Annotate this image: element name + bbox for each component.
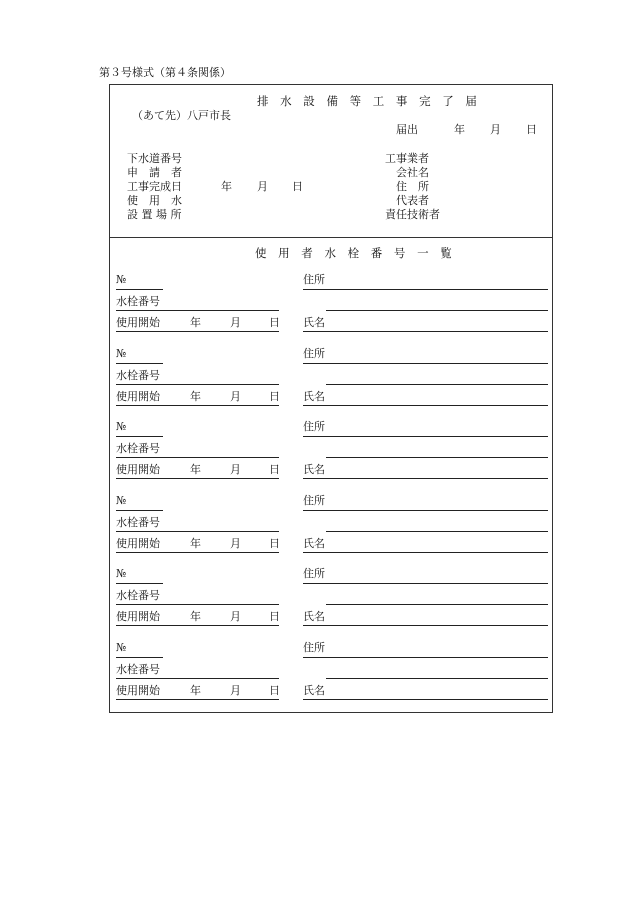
representative-label: 代表者 (396, 194, 429, 207)
contractor-label: 工事業者 (385, 152, 429, 165)
entry-name-line[interactable] (303, 405, 548, 406)
entry-faucet-line[interactable] (116, 531, 279, 532)
entry-start-year: 年 (190, 536, 201, 550)
addressee: （あて先）八戸市長 (132, 109, 231, 122)
entry-address-line[interactable] (303, 289, 548, 290)
entry-name-line[interactable] (303, 552, 548, 553)
entry-start-year: 年 (190, 316, 201, 329)
entry-no-line[interactable] (116, 436, 163, 437)
entry-no-label: № (116, 641, 127, 654)
entry-start-month: 月 (230, 684, 241, 697)
entry-faucet-label: 水栓番号 (116, 295, 160, 308)
engineer-label: 責任技術者 (385, 208, 440, 221)
entry-start-label: 使用開始 (116, 536, 160, 550)
entry-address-line[interactable] (303, 583, 548, 584)
location-label: 設 置 場 所 (127, 208, 182, 221)
entry-name-label: 氏名 (303, 316, 325, 329)
form-title: 排 水 設 備 等 工 事 完 了 届 (257, 94, 481, 108)
entry-no-line[interactable] (116, 289, 163, 290)
submission-year: 年 (454, 123, 465, 136)
entry-no-line[interactable] (116, 657, 163, 658)
entry-start-month: 月 (230, 463, 241, 477)
entry-start-month: 月 (230, 610, 241, 624)
entry-start-month: 月 (230, 536, 241, 550)
entry-address-line[interactable] (303, 657, 548, 658)
submission-month: 月 (490, 123, 501, 136)
submission-day: 日 (526, 123, 537, 136)
completion-year: 年 (221, 180, 232, 193)
entry-name-line[interactable] (303, 331, 548, 332)
entry-address-label: 住所 (303, 420, 325, 434)
submission-label: 届出 (396, 123, 418, 136)
entry-start-year: 年 (190, 389, 201, 403)
entry-start-line[interactable] (116, 331, 279, 332)
form-frame (109, 84, 553, 713)
entry-start-line[interactable] (116, 405, 279, 406)
sewer-number-label: 下水道番号 (127, 152, 182, 165)
entry-address-line[interactable] (303, 510, 548, 511)
entry-start-line[interactable] (116, 552, 279, 553)
entry-name-label: 氏名 (303, 684, 325, 697)
entry-address-line[interactable] (303, 436, 548, 437)
entry-no-line[interactable] (116, 363, 163, 364)
address-label: 住 所 (396, 180, 429, 193)
entry-name-line[interactable] (303, 699, 548, 700)
applicant-label: 申 請 者 (127, 166, 182, 179)
entry-start-day: 日 (269, 610, 280, 624)
entry-name-line[interactable] (303, 625, 548, 626)
entry-start-month: 月 (230, 316, 241, 329)
section-divider (110, 237, 552, 238)
completion-month: 月 (257, 180, 268, 193)
entry-no-line[interactable] (116, 510, 163, 511)
entry-start-label: 使用開始 (116, 316, 160, 329)
entry-start-day: 日 (269, 316, 280, 329)
entry-start-day: 日 (269, 389, 280, 403)
entry-no-label: № (116, 493, 127, 507)
company-label: 会社名 (396, 166, 429, 179)
entry-address-line-2[interactable] (326, 384, 548, 385)
entry-address-label: 住所 (303, 273, 325, 286)
entry-start-day: 日 (269, 536, 280, 550)
completion-date-label: 工事完成日 (127, 180, 182, 193)
entry-name-label: 氏名 (303, 536, 325, 550)
entry-faucet-label: 水栓番号 (116, 442, 160, 456)
form-number-label: 第３号様式（第４条関係） (99, 66, 231, 79)
entry-start-month: 月 (230, 389, 241, 403)
entry-no-label: № (116, 420, 127, 434)
entry-faucet-line[interactable] (116, 678, 279, 679)
entry-address-line-2[interactable] (326, 457, 548, 458)
entry-no-line[interactable] (116, 583, 163, 584)
entry-no-label: № (116, 567, 127, 581)
entry-name-label: 氏名 (303, 389, 325, 403)
entry-address-label: 住所 (303, 346, 325, 360)
entry-faucet-label: 水栓番号 (116, 663, 160, 676)
entry-start-year: 年 (190, 684, 201, 697)
water-use-label: 使 用 水 (127, 194, 182, 207)
entry-faucet-label: 水栓番号 (116, 515, 160, 529)
entry-faucet-label: 水栓番号 (116, 368, 160, 382)
entry-no-label: № (116, 273, 127, 286)
entry-name-label: 氏名 (303, 463, 325, 477)
entry-address-line-2[interactable] (326, 604, 548, 605)
entry-faucet-line[interactable] (116, 384, 279, 385)
entry-start-label: 使用開始 (116, 463, 160, 477)
completion-day: 日 (292, 180, 303, 193)
entry-address-label: 住所 (303, 641, 325, 654)
entry-address-line-2[interactable] (326, 531, 548, 532)
entry-address-label: 住所 (303, 493, 325, 507)
entry-start-label: 使用開始 (116, 684, 160, 697)
entry-faucet-line[interactable] (116, 457, 279, 458)
entry-start-year: 年 (190, 610, 201, 624)
entry-start-day: 日 (269, 684, 280, 697)
entry-name-label: 氏名 (303, 610, 325, 624)
entry-start-year: 年 (190, 463, 201, 477)
entry-start-line[interactable] (116, 478, 279, 479)
entry-address-label: 住所 (303, 567, 325, 581)
entry-faucet-line[interactable] (116, 604, 279, 605)
entry-start-label: 使用開始 (116, 610, 160, 624)
entry-start-line[interactable] (116, 699, 279, 700)
entry-no-label: № (116, 346, 127, 360)
entry-address-line-2[interactable] (326, 310, 548, 311)
entry-faucet-line[interactable] (116, 310, 279, 311)
entry-start-label: 使用開始 (116, 389, 160, 403)
entry-faucet-label: 水栓番号 (116, 589, 160, 603)
entry-start-line[interactable] (116, 625, 279, 626)
entry-start-day: 日 (269, 463, 280, 477)
entry-name-line[interactable] (303, 478, 548, 479)
entry-address-line-2[interactable] (326, 678, 548, 679)
list-title: 使 用 者 水 栓 番 号 一 覧 (255, 246, 456, 260)
entry-address-line[interactable] (303, 363, 548, 364)
